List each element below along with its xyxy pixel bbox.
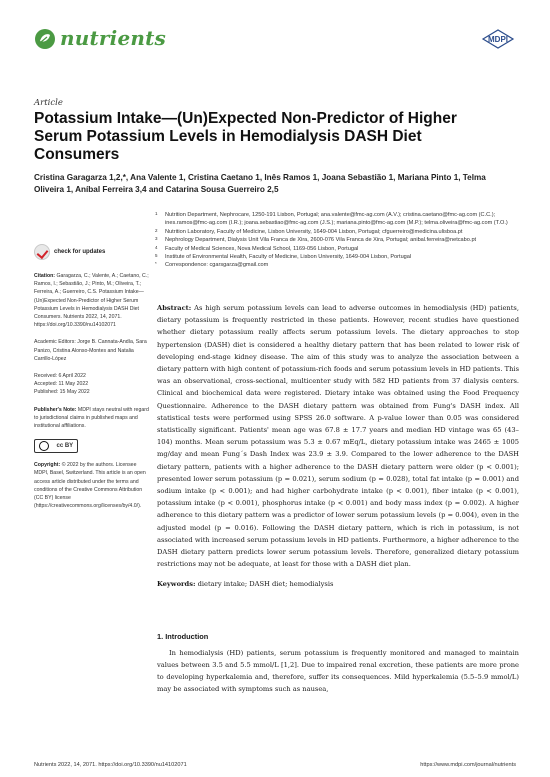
affiliation-item: 2 Nutrition Laboratory, Faculty of Medicine, Lisbon University, 1649-004 Lisbon, Portugal; cfguerreiro@medicina.ulisboa.pt [155,227,463,235]
article-type: Article [34,98,63,108]
author-list: Cristina Garagarza 1,2,*, Ana Valente 1, Cristina Caetano 1, Inês Ramos 1, Joana Sebastião 1, Mariana Pinto 1, Telma Oliveira 1, Aníbal Ferreira 3,4 and Catarina Sousa Guerreiro 2,5 [34,173,486,194]
article-sidebar [34,244,152,519]
accepted-date: Accepted: 11 May 2022 [34,381,89,388]
footer-journal-link[interactable]: https://www.mdpi.com/journal/nutrients [420,762,516,768]
publication-dates [34,372,152,397]
academic-editors: Academic Editors: Jorge B. Cannata-Andía, Sara Panizo, Cristina Alonso-Montes and Natalia Carrillo-López [34,339,147,362]
footer-citation: Nutrients 2022, 14, 2071. https://doi.org/10.3390/nu14102071 [34,762,187,768]
affiliation-item: 4 Faculty of Medical Sciences, Nova Medical School, 1169-056 Lisbon, Portugal [155,244,359,252]
check-updates-icon [34,244,50,260]
received-date: Received: 6 April 2022 [34,373,86,380]
citation-block: Citation: Garagarza, C.; Valente, A.; Caetano, C.; Ramos, I.; Sebastião, J.; Pinto, M.; Oliveira, T.; Ferreira, A.; Guerreiro, C.S. Potassium Intake—(Un)Expected Non-Predictor of Higher Serum Potassium Levels in Hemodialysis DASH Diet Consumers. Nutrients 2022, 14, 2071. https://doi.org/10.3390/nu14102071 [34,273,149,329]
journal-name: nutrients [60,26,167,50]
cc-badge-label: cc BY [56,443,74,450]
publisher-note: Publisher's Note: MDPI stays neutral with regard to jurisdictional claims in published maps and institutional affiliations. [34,406,149,430]
published-date: Published: 15 May 2022 [34,389,90,396]
check-updates-label: check for updates [54,248,106,255]
mdpi-logo-text: MDPI [488,35,508,44]
affiliation-item: 1 Nutrition Department, Nephrocare, 1250-191 Lisbon, Portugal; ana.valente@fmc-ag.com (A.V.); cristina.caetano@fmc-ag.com (C.C.); ines.ramos@fmc-ag.com (I.R.); joana.sebastiao@fmc-ag.com (J.S.); mariana.pinto@fmc-ag.com (M.P.); telma.oliveira@fmc-ag.com (T.O.) [155,211,508,227]
copyright-block: Copyright: © 2022 by the authors. Licensee MDPI, Basel, Switzerland. This article is an open access article distributed under the terms and conditions of the Creative Commons Attribution (CC BY) license (https://creativecommons.org/licenses/by/4.0/). [34,462,146,510]
keywords: Keywords: dietary intake; DASH diet; hemodialysis [157,580,334,589]
affiliations [155,211,525,270]
cc-license-badge[interactable] [34,439,78,453]
affiliation-item: 5 Institute of Environmental Health, Faculty of Medicine, Lisbon University, 1649-004 Lisbon, Portugal [155,253,412,261]
affiliation-item: 3 Nephrology Department, Dialysis Unit Vila Franca de Xira, 2600-076 Vila Franca de Xira, Portugal; anibal.ferreira@netcabo.pt [155,236,477,244]
affiliation-item: * Correspondence: cgarsgarza@gmail.com [155,261,269,269]
mdpi-logo-icon [480,28,516,50]
article-title: Potassium Intake—(Un)Expected Non-Predictor of Higher Serum Potassium Levels in Hemodialysis DASH Diet Consumers [34,110,457,163]
journal-header [34,24,516,54]
journal-logo-icon [34,28,56,50]
section-heading-introduction: 1. Introduction [157,631,209,641]
article-body [157,302,519,696]
check-for-updates-button[interactable] [34,244,152,260]
abstract: Abstract: As high serum potassium levels can lead to adverse outcomes in hemodialysis (HD) patients, dietary potassium is frequently restricted in these patients. However, recent studies have questioned whether dietary potassium really affects serum potassium levels. The dietary approaches to stop hypertension (DASH) diet is considered a healthy dietary pattern that has been related to lower risk of developing end-stage kidney disease. The aim of this study was to analyze the association between a dietary pattern with high content of potassium-rich foods and serum potassium levels in HD patients. This was an observational, cross-sectional, multicenter study with 582 HD patients from 37 dialysis centers. Clinical and biochemical data were registered. Dietary intake was obtained using the Food Frequency Questionnaire. Adherence to the DASH dietary pattern was obtained from Fung's DASH index. All statistical tests were performed using SPSS 26.0 software. A p-value lower than 0.05 was considered statistically significant. Patients' mean age was 67.8 ± 17.7 years and median HD vintage was 65 (43–104) months. Mean serum potassium was 5.3 ± 0.67 mEq/L, dietary potassium intake was 2465 ± 1005 mg/day and mean Fung´s Dash Index was 23.9 ± 3.9. Compared to the lower adherence to the DASH dietary pattern, patients with a higher adherence to the DASH dietary pattern were older (p < 0.001); presented lower serum potassium (p = 0.021), serum sodium (p = 0.028), total fat intake (p = 0.001) and sodium intake (p < 0.001); and had higher carbohydrate intake (p < 0.001), fiber intake (p < 0.001), potassium intake (p < 0.001), phosphorus intake (p < 0.001) and body mass index (p = 0.002). A higher adherence to this dietary pattern was a predictor of lower serum potassium levels (p = 0.004), even in the adjusted model (p = 0.016). Following the DASH dietary pattern, which is rich in potassium, is not associated with increased serum potassium levels in HD patients. Furthermore, a higher adherence to the DASH dietary pattern predicts lower serum potassium levels. Therefore, generalized dietary potassium restrictions may not be adequate, at least for those with a DASH diet plan. [157,304,519,569]
introduction-text: In hemodialysis (HD) patients, serum potassium is frequently monitored and managed to maintain values between 3.5 and 5.5 mmol/L [1,2]. Due to impaired renal excretion, these patients are more prone to developing hyperkalemia and, therefore, suffer its consequences. Mild hyperkalemia (5.5–5.9 mmol/L) may be associated with symptoms such as nausea, [157,648,519,694]
cc-license-icon [39,441,49,451]
